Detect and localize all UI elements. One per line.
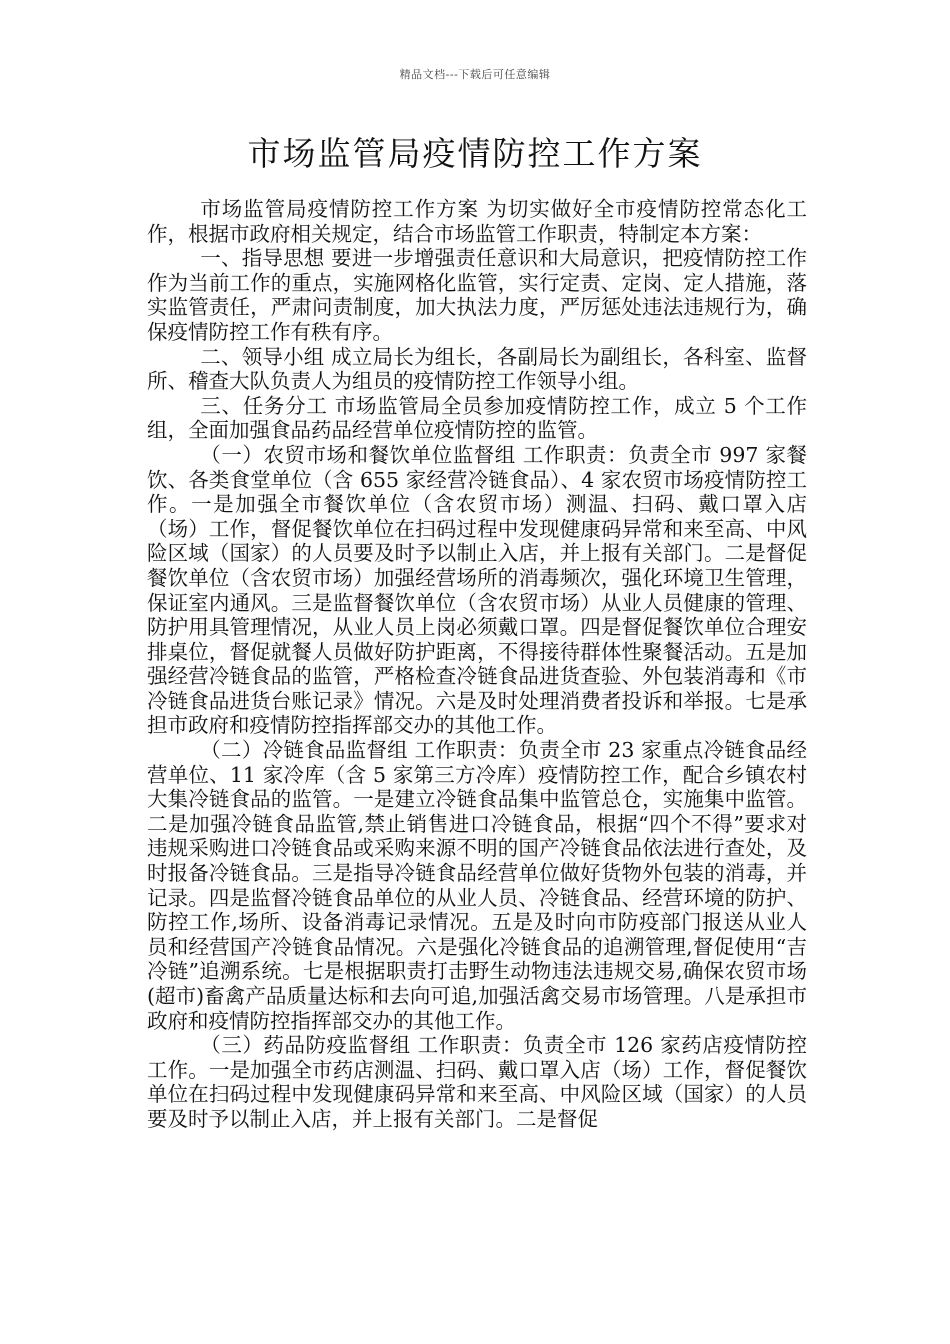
- document-body: [147, 197, 807, 1132]
- paragraph-guiding-ideology: 一、指导思想 要进一步增强责任意识和大局意识，把疫情防控工作作为当前工作的重点，实施网格化监管，实行定责、定岗、定人措施，落实监管责任，严肃问责制度，加大执法力度，严厉惩处违法违规行为，确保疫情防控工作有秩有序。: [147, 246, 807, 344]
- paragraph-cold-chain-group: （二）冷链食品监督组 工作职责：负责全市 23 家重点冷链食品经营单位、11 家冷库（含 5 家第三方冷库）疫情防控工作，配合乡镇农村大集冷链食品的监管。一是建立冷链食品集中监管总仓，实施集中监管。二是加强冷链食品监管,禁止销售进口冷链食品，根据“四个不得”要求对违规采购进口冷链食品或采购来源不明的国产冷链食品依法进行查处，及时报备冷链食品。三是指导冷链食品经营单位做好货物外包装的消毒，并记录。四是监督冷链食品单位的从业人员、冷链食品、经营环境的防护、防控工作,场所、设备消毒记录情况。五是及时向市防疫部门报送从业人员和经营国产冷链食品情况。六是强化冷链食品的追溯管理,督促使用“吉冷链”追溯系统。七是根据职责打击野生动物违法违规交易,确保农贸市场(超市)畜禽产品质量达标和去向可追,加强活禽交易市场管理。八是承担市政府和疫情防控指挥部交办的其他工作。: [147, 738, 807, 1033]
- paragraph-task-division: 三、任务分工 市场监管局全员参加疫情防控工作，成立 5 个工作组，全面加强食品药品经营单位疫情防控的监管。: [147, 393, 807, 443]
- paragraph-market-catering-group: （一）农贸市场和餐饮单位监督组 工作职责：负责全市 997 家餐饮、各类食堂单位（含 655 家经营冷链食品）、4 家农贸市场疫情防控工作。一是加强全市餐饮单位（含农贸市场）测温、扫码、戴口罩入店（场）工作，督促餐饮单位在扫码过程中发现健康码异常和来至高、中风险区域（国家）的人员要及时予以制止入店，并上报有关部门。二是督促餐饮单位（含农贸市场）加强经营场所的消毒频次，强化环境卫生管理，保证室内通风。三是监督餐饮单位（含农贸市场）从业人员健康的管理、防护用具管理情况，从业人员上岗必须戴口罩。四是督促餐饮单位合理安排桌位，督促就餐人员做好防护距离，不得接待群体性聚餐活动。五是加强经营冷链食品的监管，严格检查冷链食品进货查验、外包装消毒和《市冷链食品进货台账记录》情况。六是及时处理消费者投诉和举报。七是承担市政府和疫情防控指挥部交办的其他工作。: [147, 442, 807, 738]
- page-header: 精品文档---下载后可任意编辑: [399, 68, 551, 81]
- paragraph-leading-group: 二、领导小组 成立局长为组长，各副局长为副组长，各科室、监督所、稽查大队负责人为组员的疫情防控工作领导小组。: [147, 344, 807, 394]
- paragraph-drug-group: （三）药品防疫监督组 工作职责：负责全市 126 家药店疫情防控工作。一是加强全市药店测温、扫码、戴口罩入店（场）工作，督促餐饮单位在扫码过程中发现健康码异常和来至高、中风险区域（国家）的人员要及时予以制止入店，并上报有关部门。二是督促: [147, 1033, 807, 1131]
- paragraph-intro: 市场监管局疫情防控工作方案 为切实做好全市疫情防控常态化工作，根据市政府相关规定，结合市场监管工作职责，特制定本方案：: [147, 197, 807, 246]
- document-title: 市场监管局疫情防控工作方案: [247, 134, 703, 173]
